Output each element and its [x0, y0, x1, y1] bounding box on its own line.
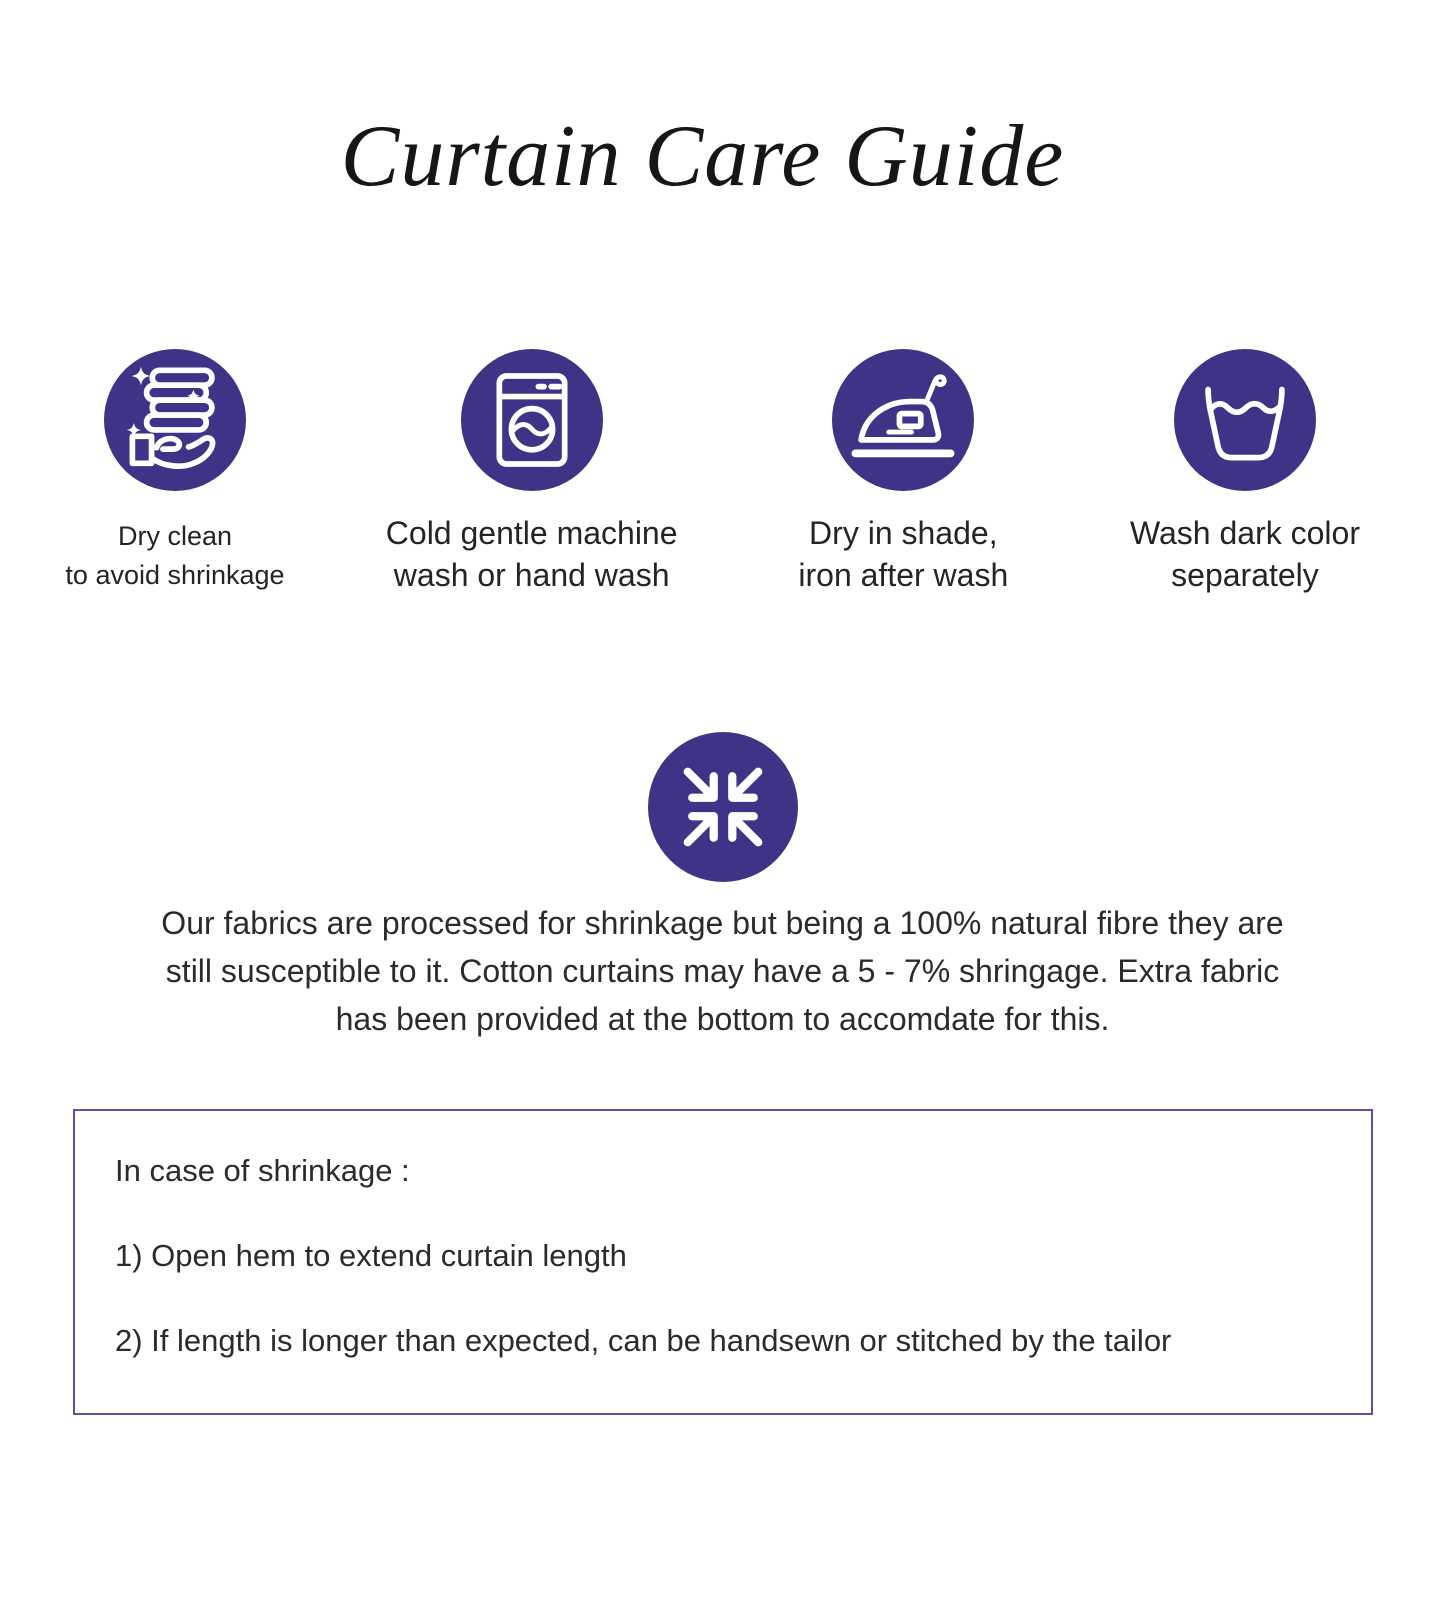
- care-item-dry-clean: [50, 349, 300, 596]
- caption-line-1: Dry in shade,: [809, 515, 998, 552]
- care-items-row: [50, 349, 1380, 596]
- caption-line-2: wash or hand wash: [393, 557, 670, 594]
- shrinkage-note-line-3: has been provided at the bottom to accomdate for this.: [335, 1000, 1110, 1037]
- care-item-machine-wash: [367, 349, 697, 596]
- caption-line-1: Cold gentle machine: [385, 515, 678, 552]
- shrinkage-note-line-1: Our fabrics are processed for shrinkage but being a 100% natural fibre they are: [161, 904, 1284, 941]
- care-item-caption: [65, 517, 284, 594]
- care-item-caption: [1130, 512, 1360, 596]
- caption-line-2: to avoid shrinkage: [65, 559, 285, 590]
- page-title: Curtain Care Guide: [340, 108, 1065, 205]
- washing-machine-icon: [461, 349, 603, 491]
- dry-clean-hand-towels-icon: [104, 349, 246, 491]
- shrinkage-instructions-box: [73, 1109, 1373, 1415]
- shrinkage-box-heading: In case of shrinkage :: [115, 1152, 410, 1188]
- caption-line-2: separately: [1171, 557, 1319, 594]
- care-item-caption: [386, 512, 678, 596]
- wash-tub-icon: [1174, 349, 1316, 491]
- care-item-wash-dark: [1110, 349, 1380, 596]
- care-item-caption: [798, 512, 1008, 596]
- caption-line-2: iron after wash: [798, 557, 1009, 594]
- shrinkage-box-item-1: 1) Open hem to extend curtain length: [115, 1237, 627, 1273]
- shrink-arrows-icon: [648, 732, 798, 882]
- shrinkage-box-item-2: 2) If length is longer than expected, can be handsewn or stitched by the tailor: [115, 1322, 1172, 1358]
- shrinkage-note-line-2: still susceptible to it. Cotton curtains may have a 5 - 7% shringage. Extra fabric: [165, 952, 1280, 989]
- shrinkage-note: [0, 899, 1445, 1043]
- care-item-iron: [763, 349, 1043, 596]
- caption-line-1: Wash dark color: [1129, 515, 1360, 552]
- iron-icon: [832, 349, 974, 491]
- caption-line-1: Dry clean: [117, 521, 233, 552]
